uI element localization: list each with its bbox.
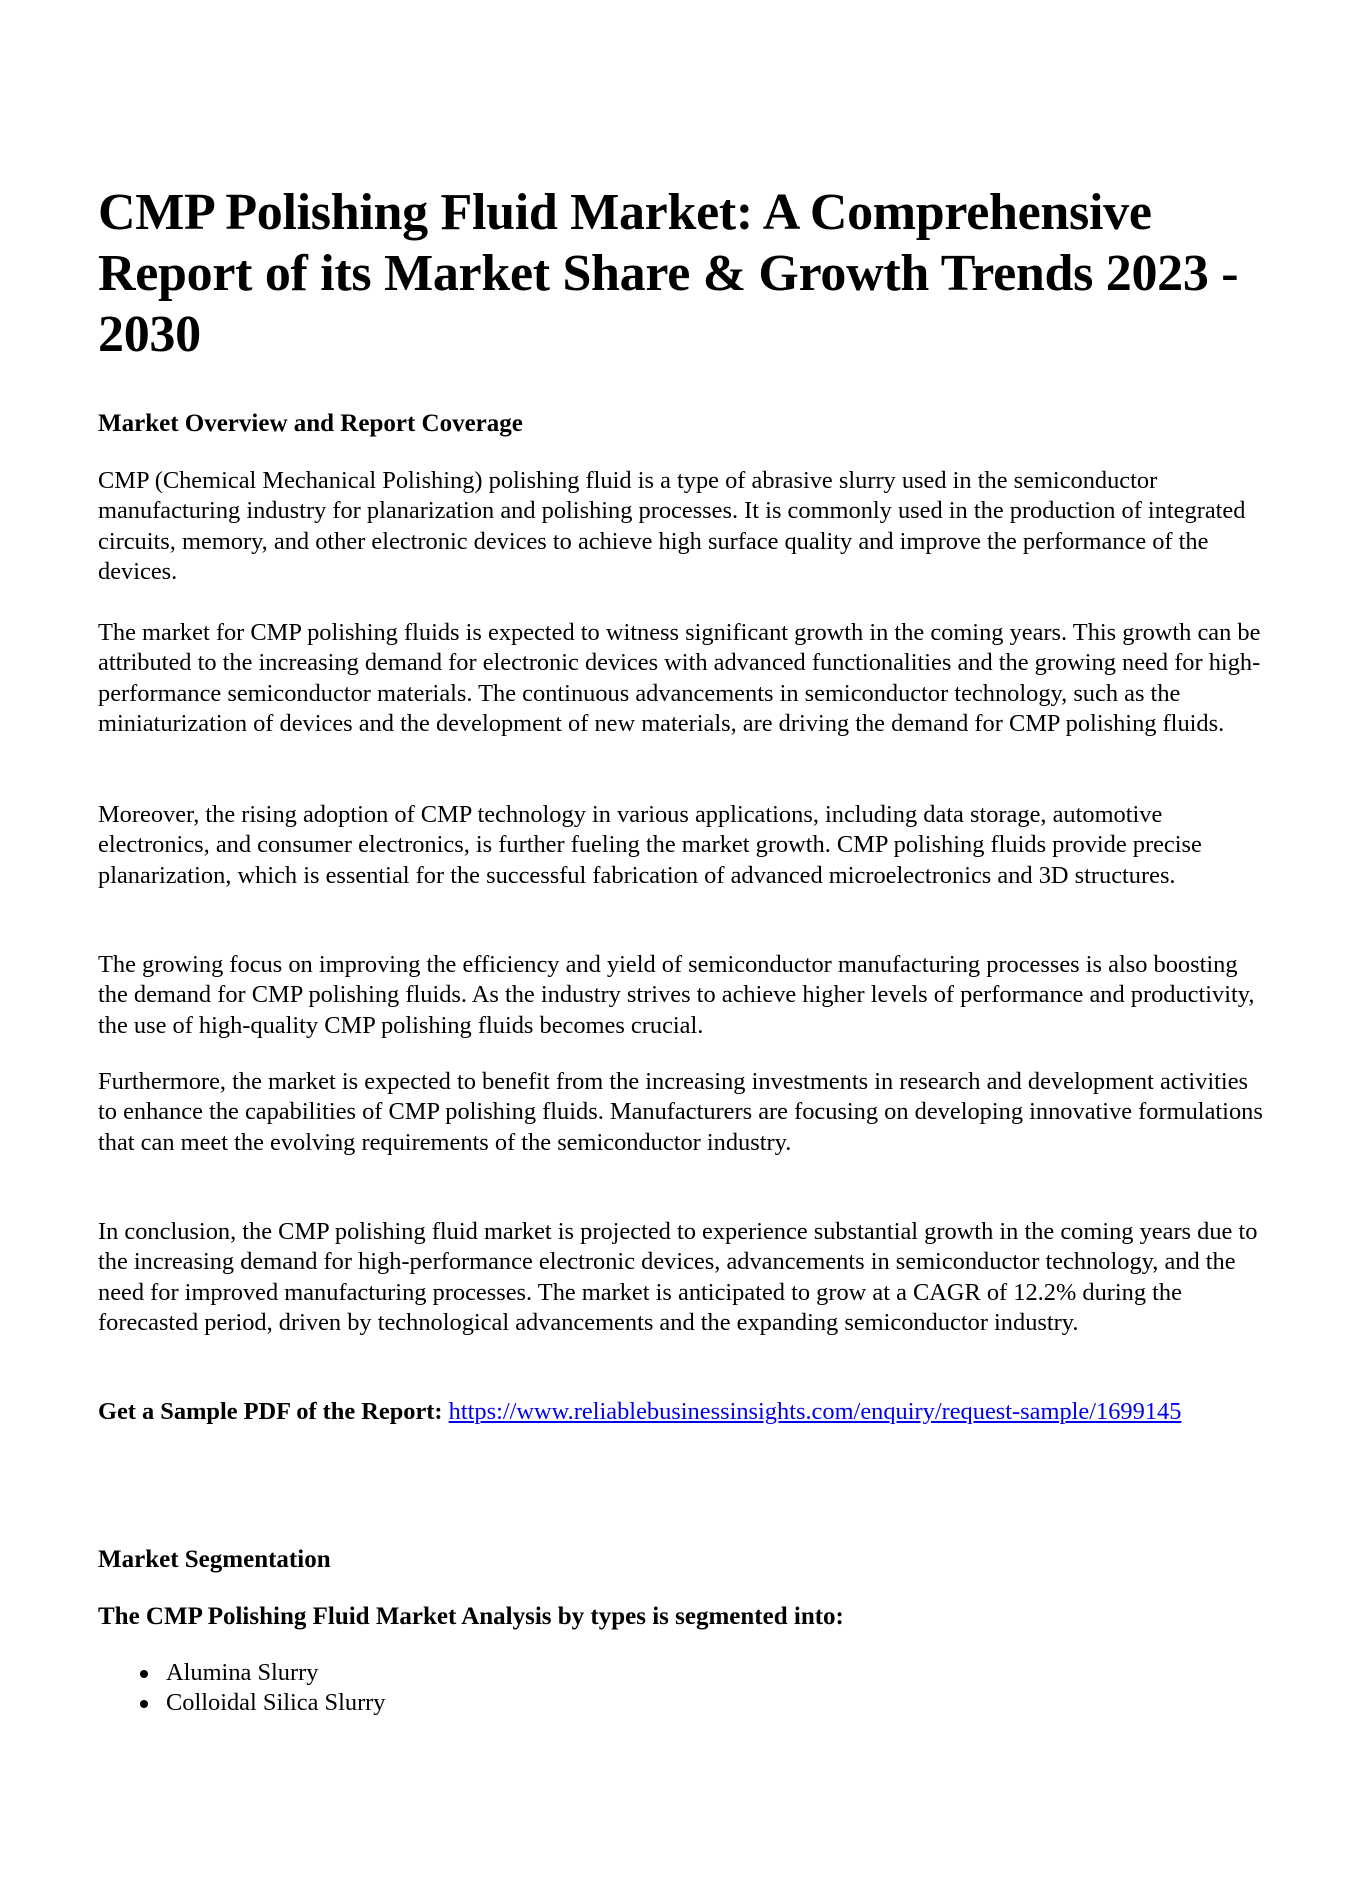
type-label: Alumina Slurry xyxy=(166,1659,319,1686)
section-heading-overview: Market Overview and Report Coverage xyxy=(98,410,523,437)
sample-pdf-link[interactable]: https://www.reliablebusinessinsights.com/enquiry/request-sample/1699145 xyxy=(448,1398,1182,1425)
sample-pdf-label: Get a Sample PDF of the Report: xyxy=(98,1398,449,1425)
list-item-type xyxy=(166,1658,386,1688)
section-heading-segmentation: Market Segmentation xyxy=(98,1546,331,1573)
paragraph-overview-2: The market for CMP polishing fluids is expected to witness significant growth in the coming years. This growth can be attributed to the increasing demand for electronic devices with advanced functionalities and the growing need for high-performance semiconductor materials. The continuous advancements in semiconductor technology, such as the miniaturization of devices and the development of new materials, are driving the demand for CMP polishing fluids. xyxy=(98,619,1261,737)
bullet-icon xyxy=(140,1670,148,1678)
paragraph-overview-4: The growing focus on improving the efficiency and yield of semiconductor manufacturing processes is also boosting the demand for CMP polishing fluids. As the industry strives to achieve higher levels of performance and productivity, the use of high-quality CMP polishing fluids becomes crucial. xyxy=(98,951,1255,1039)
segmentation-types-heading: The CMP Polishing Fluid Market Analysis by types is segmented into: xyxy=(98,1603,844,1630)
type-label: Colloidal Silica Slurry xyxy=(166,1689,386,1717)
sample-pdf-line xyxy=(98,1397,1263,1427)
paragraph-overview-3: Moreover, the rising adoption of CMP technology in various applications, including data storage, automotive electronics, and consumer electronics, is further fueling the market growth. CMP polishing fluids provide precise planarization, which is essential for the successful fabrication of advanced microelectronics and 3D structures. xyxy=(98,801,1202,889)
paragraph-overview-6: In conclusion, the CMP polishing fluid market is projected to experience substantial growth in the coming years due to the increasing demand for high-performance electronic devices, advancements in semiconductor technology, and the need for improved manufacturing processes. The market is anticipated to grow at a CAGR of 12.2% during the forecasted period, driven by technological advancements and the expanding semiconductor industry. xyxy=(98,1218,1258,1336)
bullet-icon xyxy=(140,1700,148,1708)
types-list xyxy=(98,1658,386,1719)
paragraph-overview-1: CMP (Chemical Mechanical Polishing) polishing fluid is a type of abrasive slurry used in the semiconductor manufacturing industry for planarization and polishing processes. It is commonly used in the production of integrated circuits, memory, and other electronic devices to achieve high surface quality and improve the performance of the devices. xyxy=(98,467,1246,585)
list-item-type xyxy=(166,1688,386,1718)
page-title: CMP Polishing Fluid Market: A Comprehensive Report of its Market Share & Growth Trends 2023 - 2030 xyxy=(98,184,1239,363)
paragraph-overview-5: Furthermore, the market is expected to benefit from the increasing investments in research and development activities to enhance the capabilities of CMP polishing fluids. Manufacturers are focusing on developing innovative formulations that can meet the evolving requirements of the semiconductor industry. xyxy=(98,1068,1263,1156)
